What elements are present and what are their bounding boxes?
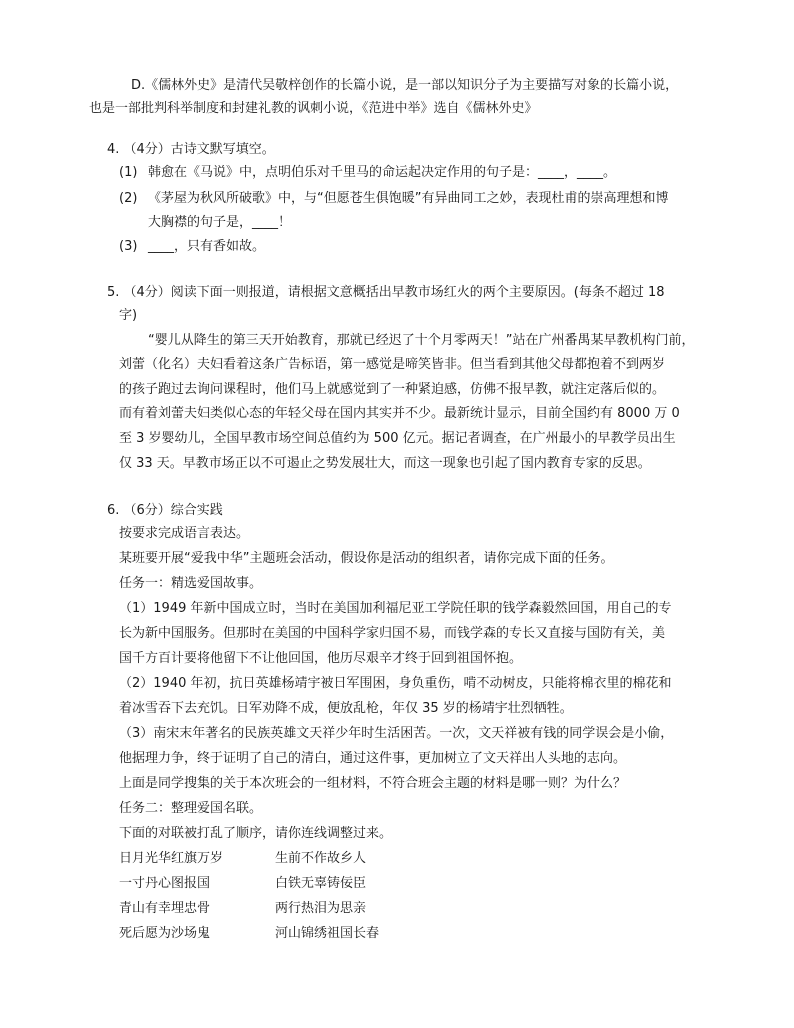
q4-item-2-number: (2) [119, 191, 138, 206]
couplet-right-3: 两行热泪为思亲 [275, 901, 367, 916]
q6-question-line: 上面是同学搜集的关于本次班会的一组材料，不符合班会主题的材料是哪一则？为什么？ [119, 776, 627, 791]
couplet-right-4: 河山锦绣祖国长春 [275, 926, 380, 941]
option-d-line-1: D.《儒林外史》是清代吴敬梓创作的长篇小说，是一部以知识分子为主要描写对象的长篇小说， [131, 78, 679, 93]
q6-story-3-line-2: 他据理力争，终于证明了自己的清白，通过这件事，更加树立了文天祥出人头地的志向。 [119, 751, 627, 766]
question-5-title-cont: 字) [119, 308, 138, 323]
q6-story-3-line-1: （3）南宋末年著名的民族英雄文天祥少年时生活困苦。一次，文天祥被有钱的同学误会是小偷， [119, 726, 674, 741]
q6-story-1-line-1: （1）1949 年新中国成立时，当时在美国加利福尼亚工学院任职的钱学森毅然回国，用自己的专 [119, 601, 672, 616]
q5-para-line-6: 仅 33 天。早教市场正以不可遏止之势发展壮大，而这一现象也引起了国内教育专家的反思。 [119, 456, 651, 471]
couplet-left-3: 青山有幸埋忠骨 [119, 901, 211, 916]
q6-story-2-line-1: （2）1940 年初，抗日英雄杨靖宇被日军围困，身负重伤，啃不动树皮，只能将棉衣里的棉花和 [119, 676, 672, 691]
q6-task-2-heading: 任务二：整理爱国名联。 [119, 801, 263, 816]
q5-para-line-5: 至 3 岁婴幼儿，全国早教市场空间总值约为 500 亿元。据记者调查，在广州最小的早教学员出生 [119, 431, 676, 446]
couplet-left-1: 日月光华红旗万岁 [119, 851, 224, 866]
q6-task-2-instruction: 下面的对联被打乱了顺序，请你连线调整过来。 [119, 826, 393, 841]
q4-item-2-continuation: 大胸襟的句子是，____！ [148, 215, 292, 230]
q5-para-line-3: 的孩子跑过去询问课程时，他们马上就感觉到了一种紧迫感，仿佛不报早教，就注定落后似的。 [119, 382, 666, 397]
q6-line-1: 按要求完成语言表达。 [119, 526, 250, 541]
q6-story-1-line-2: 长为新中国服务。但那时在美国的中国科学家归国不易，而钱学森的专长又直接与国防有关，美 [119, 626, 666, 641]
couplet-left-4: 死后愿为沙场鬼 [119, 926, 211, 941]
couplet-left-2: 一寸丹心图报国 [119, 876, 211, 891]
q4-item-3-text: ____，只有香如故。 [148, 239, 266, 254]
q6-task-1-heading: 任务一：精选爱国故事。 [119, 576, 263, 591]
question-5-title: 5. （4分）阅读下面一则报道，请根据文意概括出早教市场红火的两个主要原因。(每条不超过 18 [107, 285, 665, 300]
option-d-line-2: 也是一部批判科举制度和封建礼教的讽刺小说，《范进中举》选自《儒林外史》 [89, 101, 538, 116]
q5-para-line-4: 而有着刘蕾夫妇类似心态的年轻父母在国内其实并不少。最新统计显示，目前全国约有 8000 万 0 [119, 406, 680, 421]
q6-story-1-line-3: 国千方百计要将他留下不让他回国，他历尽艰辛才终于回到祖国怀抱。 [119, 651, 523, 666]
couplet-right-1: 生前不作故乡人 [275, 851, 367, 866]
q5-para-line-2: 刘蕾（化名）夫妇看着这条广告标语，第一感觉是啼笑皆非。但当看到其他父母都抱着不到两岁 [119, 357, 666, 372]
q5-para-line-1: “婴儿从降生的第三天开始教育，那就已经迟了十个月零两天！”站在广州番禺某早教机构门前， [148, 333, 695, 348]
q4-item-1-text: 韩愈在《马说》中，点明伯乐对千里马的命运起决定作用的句子是：____，____。 [148, 165, 617, 180]
q4-item-2-text: 《茅屋为秋风所破歌》中，与“但愿苍生俱饱暖”有异曲同工之妙，表现杜甫的崇高理想和博 [148, 191, 669, 206]
q4-item-1-number: (1) [119, 165, 138, 180]
question-6-title: 6. （6分）综合实践 [107, 503, 223, 518]
q4-item-3-number: (3) [119, 239, 138, 254]
q6-story-2-line-2: 着冰雪吞下去充饥。日军劝降不成，便放乱枪，年仅 35 岁的杨靖宇壮烈牺牲。 [119, 701, 573, 716]
couplet-right-2: 白铁无辜铸佞臣 [275, 876, 367, 891]
q6-line-2: 某班要开展“爱我中华”主题班会活动，假设你是活动的组织者，请你完成下面的任务。 [119, 551, 614, 566]
question-4-title: 4. （4分）古诗文默写填空。 [107, 142, 275, 157]
